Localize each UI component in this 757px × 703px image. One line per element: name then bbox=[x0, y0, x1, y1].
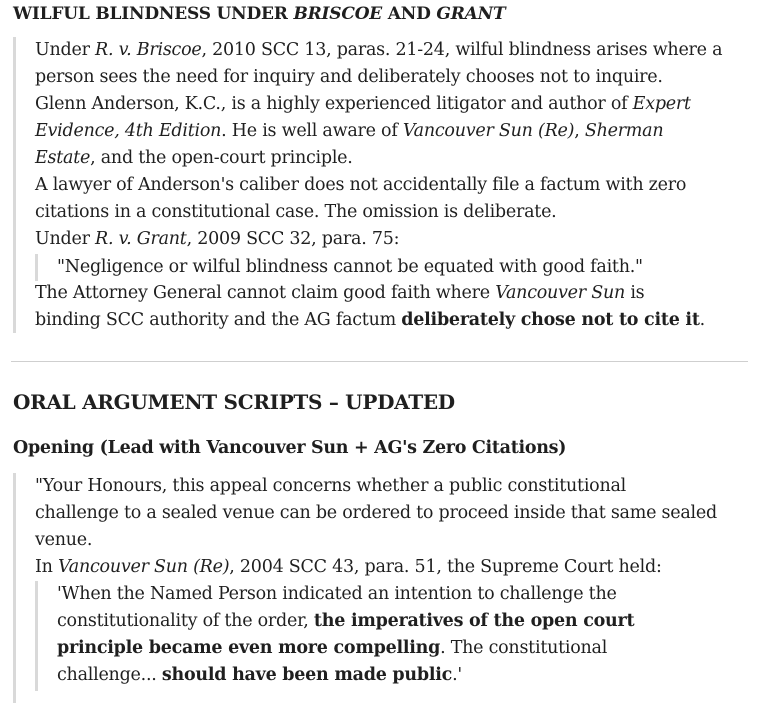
text-span: In bbox=[35, 557, 58, 577]
book-title: Evidence, 4th Edition bbox=[35, 121, 222, 141]
heading-case-grant: GRANT bbox=[436, 4, 506, 24]
case-name: R. v. Briscoe bbox=[95, 40, 202, 60]
paragraph-line: A lawyer of Anderson's caliber does not accidentally file a factum with zero bbox=[35, 175, 687, 195]
paragraph-line bbox=[35, 118, 663, 145]
paragraph-line bbox=[35, 307, 705, 334]
text-span: , 2010 SCC 13, paras. 21-24, wilful blindness arises where a bbox=[201, 40, 723, 60]
subheading-opening: Opening (Lead with Vancouver Sun + AG's Zero Citations) bbox=[13, 438, 567, 458]
paragraph-line: venue. bbox=[35, 530, 93, 550]
case-name: Vancouver Sun bbox=[495, 283, 625, 303]
book-title: Expert bbox=[632, 94, 691, 114]
heading-case-briscoe: BRISCOE bbox=[293, 4, 383, 24]
text-span: Glenn Anderson, K.C., is a highly experienced litigator and author of bbox=[35, 94, 633, 114]
quoted-text: "Negligence or wilful blindness cannot be equated with good faith." bbox=[57, 257, 643, 277]
emphasis-text: should have been made public bbox=[161, 665, 453, 685]
paragraph-line: "Your Honours, this appeal concerns whether a public constitutional bbox=[35, 476, 626, 496]
text-span: , 2004 SCC 43, para. 51, the Supreme Court held: bbox=[229, 557, 662, 577]
paragraph-line bbox=[35, 37, 722, 64]
text-span: , bbox=[574, 121, 585, 141]
quoted-text bbox=[57, 608, 634, 635]
text-span: . bbox=[699, 310, 705, 330]
section-heading-wilful-blindness bbox=[13, 4, 505, 24]
text-span: constitutionality of the order, bbox=[57, 611, 314, 631]
text-span: . The constitutional bbox=[440, 638, 608, 658]
section-divider bbox=[11, 361, 748, 362]
case-name: Vancouver Sun (Re) bbox=[402, 121, 575, 141]
emphasis-text: principle became even more compelling bbox=[57, 638, 441, 658]
heading-text: AND bbox=[382, 4, 437, 24]
quoted-text: 'When the Named Person indicated an intention to challenge the bbox=[57, 584, 617, 604]
text-span: Under bbox=[35, 40, 96, 60]
text-span: .' bbox=[452, 665, 462, 685]
text-span: The Attorney General cannot claim good faith where bbox=[35, 283, 496, 303]
text-span: Under bbox=[35, 229, 96, 249]
text-span: , and the open-court principle. bbox=[90, 148, 353, 168]
text-span: , 2009 SCC 32, para. 75: bbox=[186, 229, 400, 249]
paragraph-line bbox=[35, 145, 353, 172]
paragraph-line: person sees the need for inquiry and deliberately chooses not to inquire. bbox=[35, 67, 663, 87]
text-span: challenge... bbox=[57, 665, 162, 685]
text-span: . He is well aware of bbox=[221, 121, 403, 141]
case-name: Estate bbox=[35, 148, 91, 168]
paragraph-line bbox=[35, 226, 399, 253]
paragraph-line: citations in a constitutional case. The omission is deliberate. bbox=[35, 202, 557, 222]
heading-text: WILFUL BLINDNESS UNDER bbox=[13, 4, 294, 24]
paragraph-line bbox=[35, 554, 662, 581]
case-name: R. v. Grant bbox=[95, 229, 187, 249]
emphasis-text: the imperatives of the open court bbox=[313, 611, 635, 631]
paragraph-line bbox=[35, 91, 691, 118]
case-name: Sherman bbox=[584, 121, 664, 141]
quoted-text bbox=[57, 662, 462, 689]
text-span: is bbox=[625, 283, 645, 303]
case-name: Vancouver Sun (Re) bbox=[58, 557, 230, 577]
paragraph-line bbox=[35, 280, 644, 307]
emphasis-text: deliberately chose not to cite it bbox=[401, 310, 700, 330]
section-heading-oral-argument: ORAL ARGUMENT SCRIPTS – UPDATED bbox=[13, 390, 455, 414]
quoted-text bbox=[57, 635, 607, 662]
text-span: binding SCC authority and the AG factum bbox=[35, 310, 402, 330]
paragraph-line: challenge to a sealed venue can be ordered to proceed inside that same sealed bbox=[35, 503, 717, 523]
